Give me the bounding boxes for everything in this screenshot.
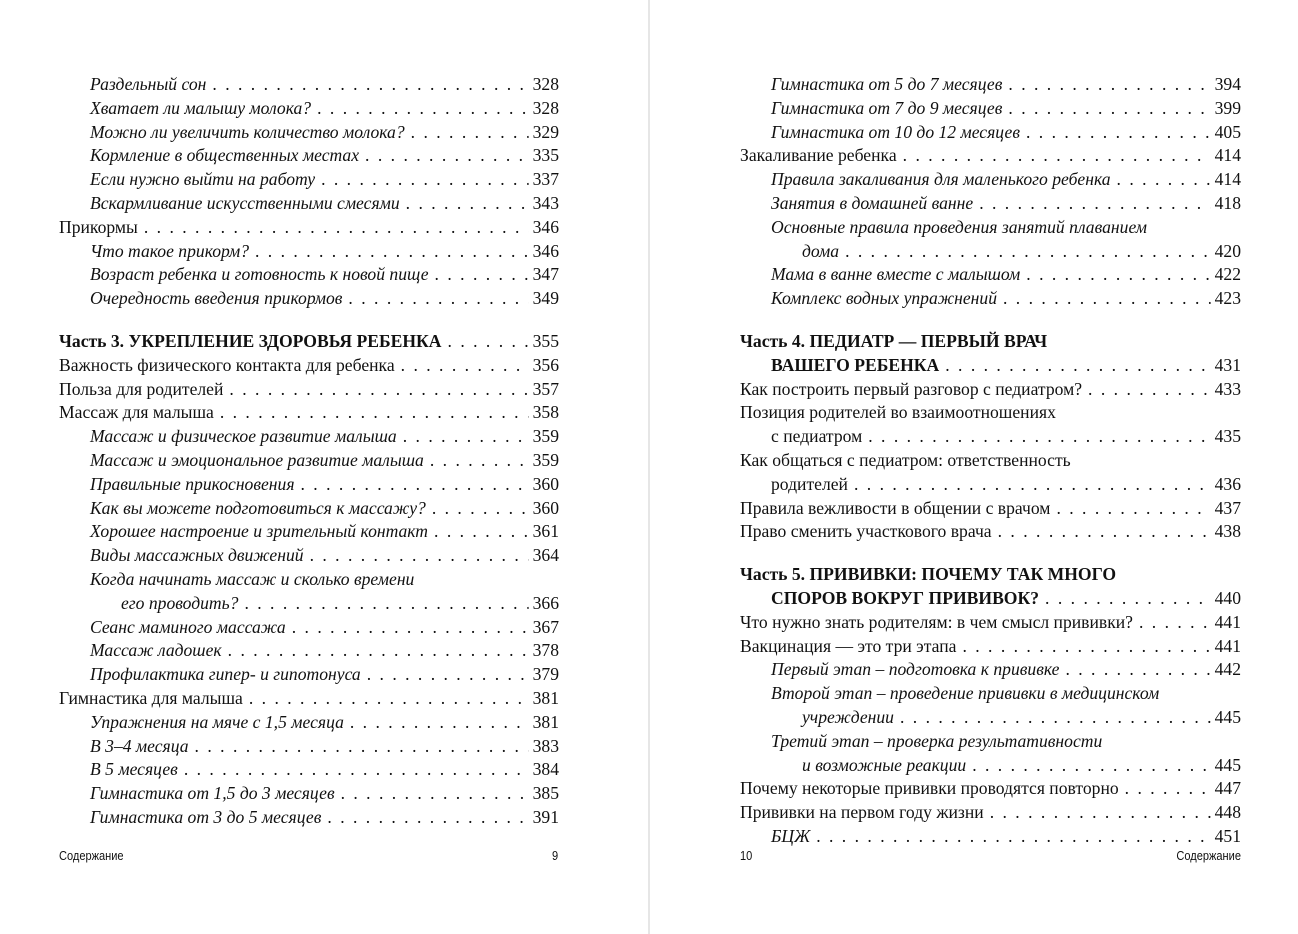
- dot-leader: [403, 425, 529, 449]
- toc-entry: [740, 635, 1241, 659]
- toc-page-number: 346: [532, 240, 559, 261]
- toc-entry: [740, 378, 1241, 402]
- toc-page-number: 391: [532, 806, 559, 827]
- toc-entry-title: Гимнастика от 1,5 до 3 месяцев: [90, 783, 335, 804]
- toc-subentry: [59, 544, 559, 568]
- toc-page-number: 440: [1214, 587, 1241, 608]
- toc-subentry: [59, 568, 559, 616]
- toc-page-number: 414: [1214, 145, 1241, 166]
- dot-leader: [365, 144, 529, 168]
- toc-entry-title: Гимнастика для малыша: [59, 687, 243, 708]
- dot-leader: [406, 192, 529, 216]
- dot-leader: [432, 497, 529, 521]
- toc-entry-title: Часть 3. УКРЕПЛЕНИЕ ЗДОРОВЬЯ РЕБЕНКА: [59, 330, 442, 351]
- dot-leader: [348, 287, 528, 311]
- toc-entry-title: БЦЖ: [771, 825, 811, 846]
- dot-leader: [229, 378, 528, 402]
- dot-leader: [1008, 73, 1210, 97]
- toc-entry-title: Как общаться с педиатром: ответственность: [740, 449, 1071, 470]
- toc-page-number: 399: [1214, 97, 1241, 118]
- toc-entry: [59, 687, 559, 711]
- dot-leader: [249, 687, 529, 711]
- dot-leader: [144, 216, 529, 240]
- toc-entry-title: Мама в ванне вместе с малышом: [771, 264, 1021, 285]
- toc-subentry: [59, 806, 559, 830]
- toc-page-number: 343: [532, 192, 559, 213]
- toc-entry-title: с педиатром: [771, 426, 863, 447]
- toc-entry-title: Часть 5. ПРИВИВКИ: ПОЧЕМУ ТАК МНОГО: [740, 564, 1117, 585]
- toc-entry: [59, 378, 559, 402]
- toc-entry-title: СПОРОВ ВОКРУГ ПРИВИВОК?: [771, 587, 1040, 608]
- toc-page-number: 361: [532, 521, 559, 542]
- dot-leader: [1117, 168, 1211, 192]
- dot-leader: [228, 639, 529, 663]
- toc-page-number: 438: [1214, 521, 1241, 542]
- toc-subentry: [59, 663, 559, 687]
- toc-page-number: 378: [532, 640, 559, 661]
- toc-page-number: 328: [532, 97, 559, 118]
- toc-entry-title: Прививки на первом году жизни: [740, 802, 984, 823]
- toc-entry-title: Третий этап – проверка результативности: [771, 730, 1103, 751]
- toc-entry-title: Почему некоторые прививки проводятся повторно: [740, 778, 1119, 799]
- toc-entry-title: учреждении: [802, 706, 894, 727]
- toc-page-number: 329: [532, 121, 559, 142]
- dot-leader: [1003, 287, 1211, 311]
- toc-subentry: [740, 658, 1241, 682]
- toc-entry-title: Первый этап – подготовка к прививке: [771, 659, 1060, 680]
- toc-page-number: 355: [532, 330, 559, 351]
- toc-page-number: 381: [532, 687, 559, 708]
- toc-entry-title: Когда начинать массаж и сколько времени: [90, 568, 415, 589]
- toc-page-number: 433: [1214, 378, 1241, 399]
- toc-page-number: 445: [1214, 706, 1241, 727]
- toc-subentry: [59, 121, 559, 145]
- toc-subentry: [59, 473, 559, 497]
- toc-page-number: 383: [532, 735, 559, 756]
- dot-leader: [979, 192, 1210, 216]
- toc-subentry: [59, 425, 559, 449]
- toc-subentry: [59, 192, 559, 216]
- toc-subentry: [59, 735, 559, 759]
- toc-entry: [59, 401, 559, 425]
- toc-page-number: 420: [1214, 240, 1241, 261]
- toc-entry-title: Кормление в общественных местах: [90, 145, 360, 166]
- toc-entry-title: Вскармливание искусственными смесями: [90, 192, 400, 213]
- toc-page-number: 405: [1214, 121, 1241, 142]
- toc-page-number: 347: [532, 264, 559, 285]
- toc-entry-title: В 5 месяцев: [90, 759, 178, 780]
- toc-entry-title: Правила закаливания для маленького ребенка: [771, 169, 1111, 190]
- toc-subentry: [59, 449, 559, 473]
- toc-entry-title: Можно ли увеличить количество молока?: [90, 121, 405, 142]
- toc-page-number: 359: [532, 449, 559, 470]
- toc-entry-title: Закаливание ребенка: [740, 145, 897, 166]
- toc-list-left: [59, 73, 559, 830]
- dot-leader: [816, 825, 1210, 849]
- toc-subentry: [740, 287, 1241, 311]
- toc-entry-title: Очередность введения прикормов: [90, 288, 343, 309]
- toc-subentry: [59, 240, 559, 264]
- toc-page-number: 385: [532, 783, 559, 804]
- toc-entry-title: родителей: [771, 473, 848, 494]
- dot-leader: [854, 473, 1211, 497]
- toc-page-number: 431: [1214, 354, 1241, 375]
- toc-entry-title: Гимнастика от 3 до 5 месяцев: [90, 806, 322, 827]
- dot-leader: [1026, 121, 1211, 145]
- toc-page-number: 335: [532, 145, 559, 166]
- right-page: [650, 0, 1298, 934]
- dot-leader: [255, 240, 529, 264]
- toc-subentry: [59, 97, 559, 121]
- toc-subentry: [59, 263, 559, 287]
- toc-page-number: 357: [532, 378, 559, 399]
- dot-leader: [430, 449, 529, 473]
- dot-leader: [341, 782, 529, 806]
- toc-subentry: [740, 168, 1241, 192]
- toc-entry-title: Как вы можете подготовиться к массажу?: [90, 497, 426, 518]
- toc-subentry: [740, 97, 1241, 121]
- dot-leader: [1056, 497, 1210, 521]
- toc-page-number: 394: [1214, 74, 1241, 94]
- toc-entry-title: Раздельный сон: [90, 74, 207, 94]
- dot-leader: [244, 592, 528, 616]
- toc-entry-title: Упражнения на мяче с 1,5 месяца: [90, 711, 344, 732]
- toc-page-number: 435: [1214, 426, 1241, 447]
- dot-leader: [292, 616, 529, 640]
- toc-entry: [59, 354, 559, 378]
- toc-page-number: 422: [1214, 264, 1241, 285]
- toc-page-number: 448: [1214, 802, 1241, 823]
- toc-page-number: 356: [532, 354, 559, 375]
- toc-entry-title: дома: [802, 240, 840, 261]
- toc-page-number: 418: [1214, 192, 1241, 213]
- toc-entry-title: Массаж для малыша: [59, 402, 214, 423]
- dot-leader: [990, 801, 1211, 825]
- toc-entry-title: Вакцинация — это три этапа: [740, 635, 957, 656]
- toc-entry-title: Массаж ладошек: [90, 640, 222, 661]
- dot-leader: [448, 330, 529, 354]
- running-footer-title: Содержание: [59, 848, 124, 863]
- dot-leader: [195, 735, 529, 759]
- toc-subentry: [740, 73, 1241, 97]
- dot-leader: [212, 73, 528, 97]
- dot-leader: [1088, 378, 1211, 402]
- toc-entry-title: Правила вежливости в общении с врачом: [740, 497, 1051, 518]
- toc-entry-title: Возраст ребенка и готовность к новой пище: [90, 264, 429, 285]
- toc-entry: [59, 216, 559, 240]
- toc-page-number: 447: [1214, 778, 1241, 799]
- toc-subentry: [740, 682, 1241, 730]
- toc-subentry: [59, 758, 559, 782]
- toc-page-number: 441: [1214, 635, 1241, 656]
- dot-leader: [321, 168, 529, 192]
- dot-leader: [220, 401, 529, 425]
- toc-entry: [740, 401, 1241, 449]
- dot-leader: [434, 520, 529, 544]
- toc-subentry: [59, 168, 559, 192]
- toc-entry-title: Второй этап – проведение прививки в медицинском: [771, 683, 1160, 704]
- dot-leader: [903, 144, 1211, 168]
- toc-entry: [740, 144, 1241, 168]
- toc-entry-title: и возможные реакции: [802, 754, 967, 775]
- page-number: 9: [552, 848, 559, 863]
- toc-page-number: 441: [1214, 611, 1241, 632]
- toc-entry: [740, 611, 1241, 635]
- toc-subentry: [59, 497, 559, 521]
- toc-entry: [740, 497, 1241, 521]
- dot-leader: [845, 240, 1211, 264]
- toc-page-number: 358: [532, 402, 559, 423]
- toc-entry-title: Основные правила проведения занятий плаванием: [771, 216, 1148, 237]
- toc-page-number: 359: [532, 426, 559, 447]
- toc-entry-title: Профилактика гипер- и гипотонуса: [90, 664, 361, 685]
- toc-entry-title: Виды массажных движений: [90, 545, 304, 566]
- dot-leader: [367, 663, 529, 687]
- toc-page-number: 349: [532, 288, 559, 309]
- toc-page-number: 436: [1214, 473, 1241, 494]
- dot-leader: [900, 706, 1211, 730]
- dot-leader: [301, 473, 529, 497]
- dot-leader: [401, 354, 529, 378]
- toc-subentry: [740, 192, 1241, 216]
- dot-leader: [327, 806, 528, 830]
- toc-page-number: 337: [532, 169, 559, 190]
- toc-page-number: 445: [1214, 754, 1241, 775]
- toc-page-number: 451: [1214, 825, 1241, 846]
- dot-leader: [868, 425, 1210, 449]
- toc-page-number: 360: [532, 497, 559, 518]
- toc-entry-title: Позиция родителей во взаимоотношениях: [740, 402, 1056, 423]
- toc-entry: [740, 520, 1241, 544]
- toc-part-heading: [59, 330, 559, 354]
- toc-subentry: [740, 825, 1241, 849]
- running-footer-title: Содержание: [1176, 848, 1241, 863]
- toc-entry-title: Что такое прикорм?: [90, 240, 249, 261]
- toc-entry-title: его проводить?: [121, 592, 239, 613]
- toc-subentry: [59, 287, 559, 311]
- toc-entry-title: Гимнастика от 7 до 9 месяцев: [771, 97, 1003, 118]
- toc-page-number: 360: [532, 473, 559, 494]
- toc-page-number: 442: [1214, 659, 1241, 680]
- toc-page-number: 346: [532, 216, 559, 237]
- toc-page-number: 381: [532, 711, 559, 732]
- toc-entry-title: Как построить первый разговор с педиатром?: [740, 378, 1083, 399]
- toc-part-heading: [740, 330, 1241, 378]
- toc-subentry: [59, 616, 559, 640]
- dot-leader: [1045, 587, 1211, 611]
- toc-entry: [740, 777, 1241, 801]
- toc-page-number: 384: [532, 759, 559, 780]
- toc-entry-title: Массаж и физическое развитие малыша: [90, 426, 397, 447]
- toc-page-number: 379: [532, 664, 559, 685]
- toc-entry-title: Хорошее настроение и зрительный контакт: [90, 521, 429, 542]
- toc-subentry: [59, 782, 559, 806]
- toc-page-number: 328: [532, 74, 559, 94]
- toc-entry-title: Часть 4. ПЕДИАТР — ПЕРВЫЙ ВРАЧ: [740, 330, 1048, 351]
- page-number: 10: [740, 848, 753, 863]
- toc-part-heading: [740, 563, 1241, 611]
- toc-entry-title: Массаж и эмоциональное развитие малыша: [90, 449, 424, 470]
- toc-entry-title: Правильные прикосновения: [90, 473, 295, 494]
- toc-subentry: [59, 639, 559, 663]
- toc-subentry: [59, 144, 559, 168]
- toc-page-number: 367: [532, 616, 559, 637]
- dot-leader: [1008, 97, 1210, 121]
- dot-leader: [1125, 777, 1211, 801]
- toc-subentry: [59, 520, 559, 544]
- toc-page-number: 366: [532, 592, 559, 613]
- dot-leader: [998, 520, 1211, 544]
- toc-page-number: 423: [1214, 288, 1241, 309]
- left-page: [0, 0, 648, 934]
- dot-leader: [310, 544, 529, 568]
- dot-leader: [184, 758, 529, 782]
- toc-entry-title: Если нужно выйти на работу: [90, 169, 316, 190]
- toc-subentry: [740, 216, 1241, 264]
- dot-leader: [1065, 658, 1210, 682]
- dot-leader: [962, 635, 1210, 659]
- toc-subentry: [59, 711, 559, 735]
- toc-entry-title: Важность физического контакта для ребенка: [59, 354, 395, 375]
- toc-entry-title: Сеанс маминого массажа: [90, 616, 286, 637]
- toc-entry-title: Гимнастика от 5 до 7 месяцев: [771, 74, 1003, 94]
- toc-entry-title: Прикормы: [59, 216, 138, 237]
- toc-page-number: 414: [1214, 169, 1241, 190]
- toc-entry-title: Занятия в домашней ванне: [771, 192, 974, 213]
- dot-leader: [945, 354, 1210, 378]
- toc-entry-title: Комплекс водных упражнений: [771, 288, 997, 309]
- toc-entry-title: ВАШЕГО РЕБЕНКА: [771, 354, 940, 375]
- dot-leader: [1139, 611, 1211, 635]
- toc-page-number: 437: [1214, 497, 1241, 518]
- dot-leader: [435, 263, 529, 287]
- dot-leader: [350, 711, 529, 735]
- toc-entry: [740, 801, 1241, 825]
- toc-subentry: [740, 263, 1241, 287]
- dot-leader: [972, 754, 1210, 778]
- toc-page-number: 364: [532, 545, 559, 566]
- toc-subentry: [740, 121, 1241, 145]
- dot-leader: [1026, 263, 1210, 287]
- toc-entry-title: Гимнастика от 10 до 12 месяцев: [771, 121, 1020, 142]
- toc-entry-title: Хватает ли малышу молока?: [90, 97, 312, 118]
- dot-leader: [411, 121, 529, 145]
- toc-entry-title: В 3–4 месяца: [90, 735, 189, 756]
- toc-entry-title: Право сменить участкового врача: [740, 521, 992, 542]
- toc-entry-title: Польза для родителей: [59, 378, 224, 399]
- toc-subentry: [740, 730, 1241, 778]
- toc-list-right: [740, 73, 1241, 849]
- dot-leader: [317, 97, 529, 121]
- toc-entry-title: Что нужно знать родителям: в чем смысл прививки?: [740, 611, 1133, 632]
- toc-subentry: [59, 73, 559, 97]
- toc-entry: [740, 449, 1241, 497]
